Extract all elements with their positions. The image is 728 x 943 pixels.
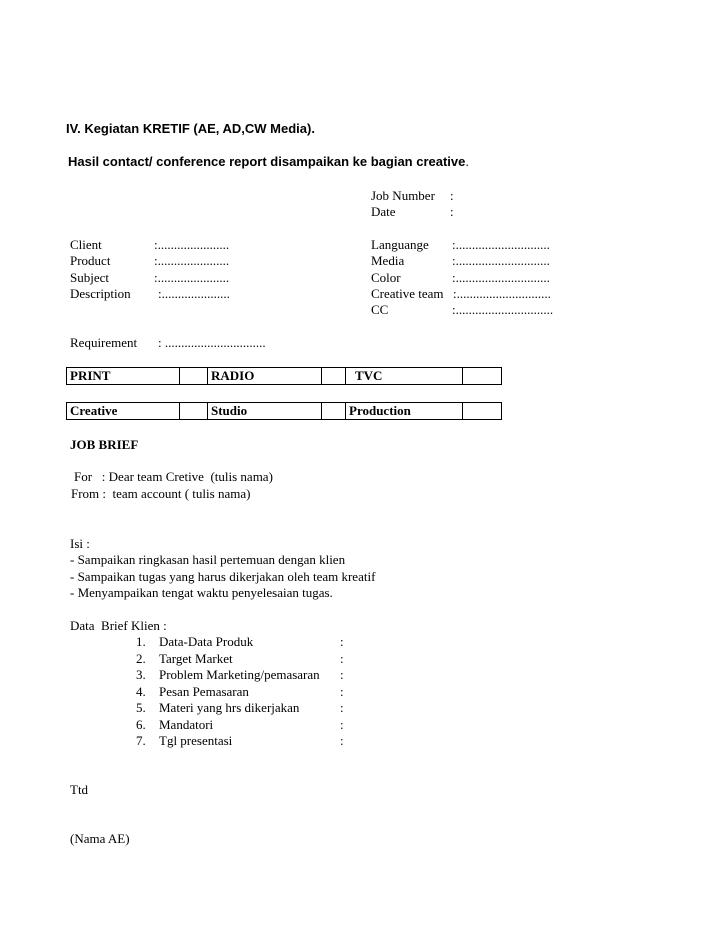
- table-cell-tvc: TVC: [346, 368, 463, 384]
- brief-item-text: Problem Marketing/pemasaran: [159, 667, 320, 682]
- table-checkbox-print[interactable]: [180, 368, 208, 384]
- product-label: Product: [70, 253, 111, 268]
- brief-item-number: 4.: [136, 684, 146, 699]
- client-value: :......................: [154, 237, 230, 252]
- color-label: Color: [371, 270, 401, 285]
- date-label: Date: [371, 204, 396, 219]
- brief-item-number: 2.: [136, 651, 146, 666]
- language-label: Languange: [371, 237, 429, 252]
- brief-item-sep: :: [340, 651, 344, 666]
- brief-item-text: Pesan Pemasaran: [159, 684, 249, 699]
- brief-item-number: 1.: [136, 634, 146, 649]
- job-number-label: Job Number: [371, 188, 435, 203]
- brief-item-sep: :: [340, 684, 344, 699]
- product-value: :......................: [154, 253, 230, 268]
- subheading: [68, 154, 469, 170]
- section-heading: IV. Kegiatan KRETIF (AE, AD,CW Media).: [66, 121, 315, 136]
- job-brief-for: For : Dear team Cretive (tulis nama): [74, 469, 273, 484]
- table-cell-radio: RADIO: [208, 368, 322, 384]
- job-number-sep: :: [450, 188, 454, 203]
- subject-label: Subject: [70, 270, 109, 285]
- isi-label: Isi :: [70, 536, 90, 551]
- subject-value: :......................: [154, 270, 230, 285]
- isi-item: - Sampaikan tugas yang harus dikerjakan oleh team kreatif: [70, 569, 376, 584]
- table-cell-production: Production: [346, 403, 463, 419]
- creative-team-label: Creative team: [371, 286, 444, 301]
- job-brief-title: JOB BRIEF: [70, 437, 139, 452]
- table-checkbox-studio[interactable]: [322, 403, 346, 419]
- brief-item-text: Mandatori: [159, 717, 214, 732]
- subheading-suffix: .: [465, 154, 470, 169]
- brief-item-sep: :: [340, 634, 344, 649]
- isi-item: - Sampaikan ringkasan hasil pertemuan dengan klien: [70, 552, 346, 567]
- date-sep: :: [450, 204, 454, 219]
- table-cell-creative: Creative: [67, 403, 180, 419]
- media-label: Media: [371, 253, 405, 268]
- table-cell-studio: Studio: [208, 403, 322, 419]
- brief-item-text: Tgl presentasi: [159, 733, 233, 748]
- client-label: Client: [70, 237, 102, 252]
- requirement-value: : ...............................: [158, 335, 266, 350]
- data-brief-label: Data Brief Klien :: [70, 618, 167, 633]
- description-label: Description: [70, 286, 131, 301]
- isi-item: - Menyampaikan tengat waktu penyelesaian tugas.: [70, 585, 333, 600]
- media-value: :.............................: [452, 253, 550, 268]
- subheading-text: Hasil contact/ conference report disampaikan ke bagian creative: [68, 154, 466, 169]
- brief-item-sep: :: [340, 733, 344, 748]
- brief-item-sep: :: [340, 717, 344, 732]
- color-value: :.............................: [452, 270, 550, 285]
- table-cell-print: PRINT: [67, 368, 180, 384]
- department-row: [66, 402, 502, 420]
- brief-item-text: Materi yang hrs dikerjakan: [159, 700, 300, 715]
- table-checkbox-radio[interactable]: [322, 368, 346, 384]
- creative-team-value: :.............................: [453, 286, 551, 301]
- job-brief-from: From : team account ( tulis nama): [71, 486, 251, 501]
- brief-item-number: 7.: [136, 733, 146, 748]
- cc-label: CC: [371, 302, 389, 317]
- media-type-row: [66, 367, 502, 385]
- brief-item-text: Target Market: [159, 651, 233, 666]
- language-value: :.............................: [452, 237, 550, 252]
- brief-item-number: 3.: [136, 667, 146, 682]
- brief-item-number: 5.: [136, 700, 146, 715]
- cc-value: :..............................: [452, 302, 554, 317]
- brief-item-text: Data-Data Produk: [159, 634, 254, 649]
- table-checkbox-production[interactable]: [463, 403, 501, 419]
- signature-label: Ttd: [70, 782, 89, 797]
- table-checkbox-creative[interactable]: [180, 403, 208, 419]
- description-value: :.....................: [158, 286, 230, 301]
- brief-item-sep: :: [340, 667, 344, 682]
- brief-item-number: 6.: [136, 717, 146, 732]
- brief-item-sep: :: [340, 700, 344, 715]
- requirement-label: Requirement: [70, 335, 138, 350]
- signature-name: (Nama AE): [70, 831, 130, 846]
- table-checkbox-tvc[interactable]: [463, 368, 501, 384]
